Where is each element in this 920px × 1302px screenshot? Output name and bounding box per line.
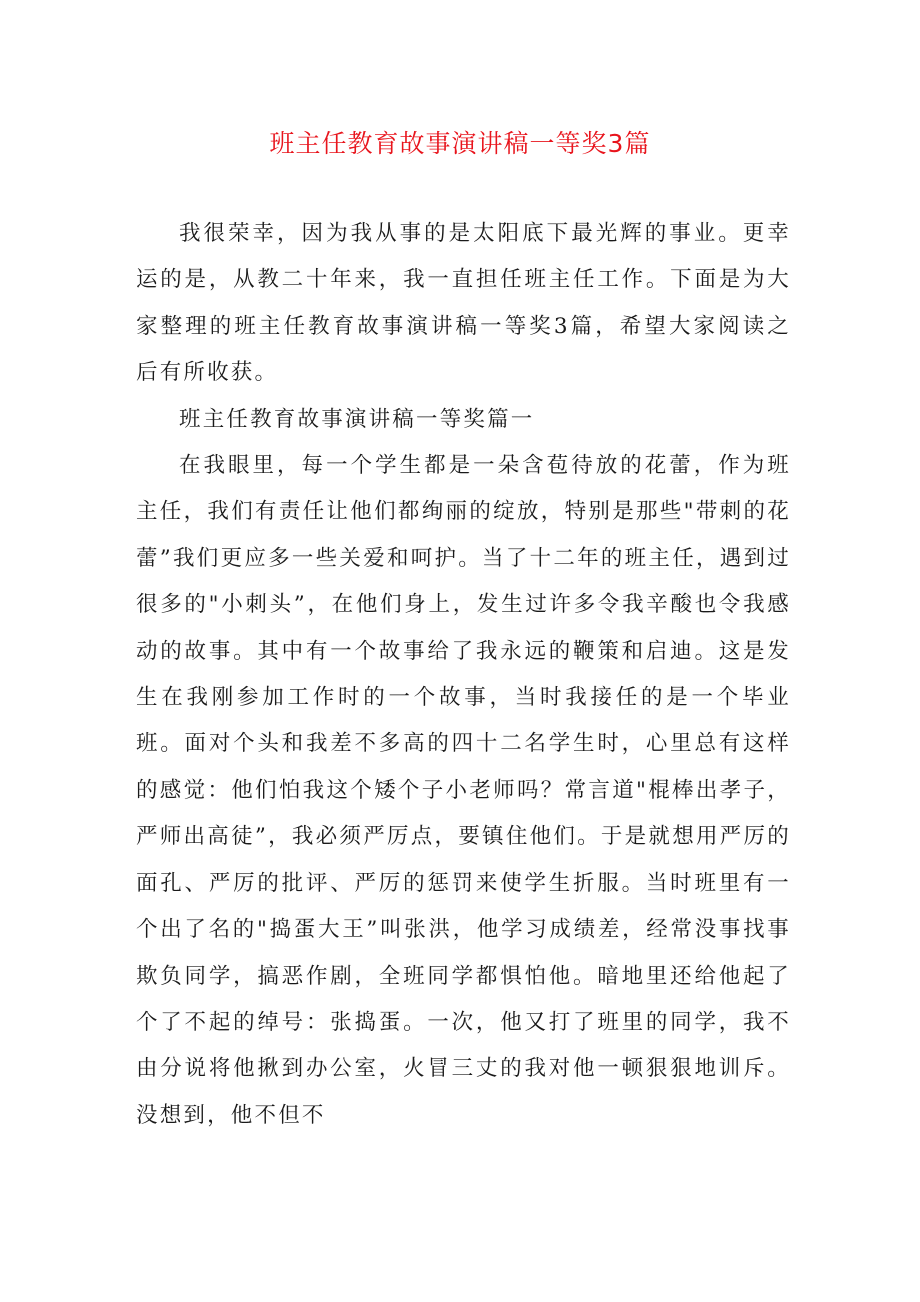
story-paragraph: 在我眼里，每一个学生都是一朵含苞待放的花蕾，作为班主任，我们有责任让他们都绚丽的绽放，特别是那些"带刺的花蕾”我们更应多一些关爱和呵护。当了十二年的班主任，遇到过很多的"小刺头”，在他们身上，发生过许多令我辛酸也令我感动的故事。其中有一个故事给了我永远的鞭策和启迪。这是发生在我刚参加工作时的一个故事，当时我接任的是一个毕业班。面对个头和我差不多高的四十二名学生时，心里总有这样的感觉：他们怕我这个矮个子小老师吗？常言道"棍棒出孝子，严师出高徒”，我必须严厉点，要镇住他们。于是就想用严厉的面孔、严厉的批评、严厉的惩罚来使学生折服。当时班里有一个出了名的"捣蛋大王”叫张洪，他学习成绩差，经常没事找事欺负同学，搞恶作剧，全班同学都惧怕他。暗地里还给他起了个了不起的绰号：张捣蛋。一次，他又打了班里的同学，我不由分说将他揪到办公室，火冒三丈的我对他一顿狠狠地训斥。没想到，他不但不 xyxy=(136,453,791,1128)
document-body xyxy=(136,211,791,1139)
section-heading: 班主任教育故事演讲稿一等奖篇一 xyxy=(179,406,535,432)
intro-paragraph: 我很荣幸，因为我从事的是太阳底下最光辉的事业。更幸运的是，从教二十年来，我一直担任班主任工作。下面是为大家整理的班主任教育故事演讲稿一等奖3篇，希望大家阅读之后有所收获。 xyxy=(136,221,791,386)
document-title: 班主任教育故事演讲稿一等奖3篇 xyxy=(269,129,651,158)
